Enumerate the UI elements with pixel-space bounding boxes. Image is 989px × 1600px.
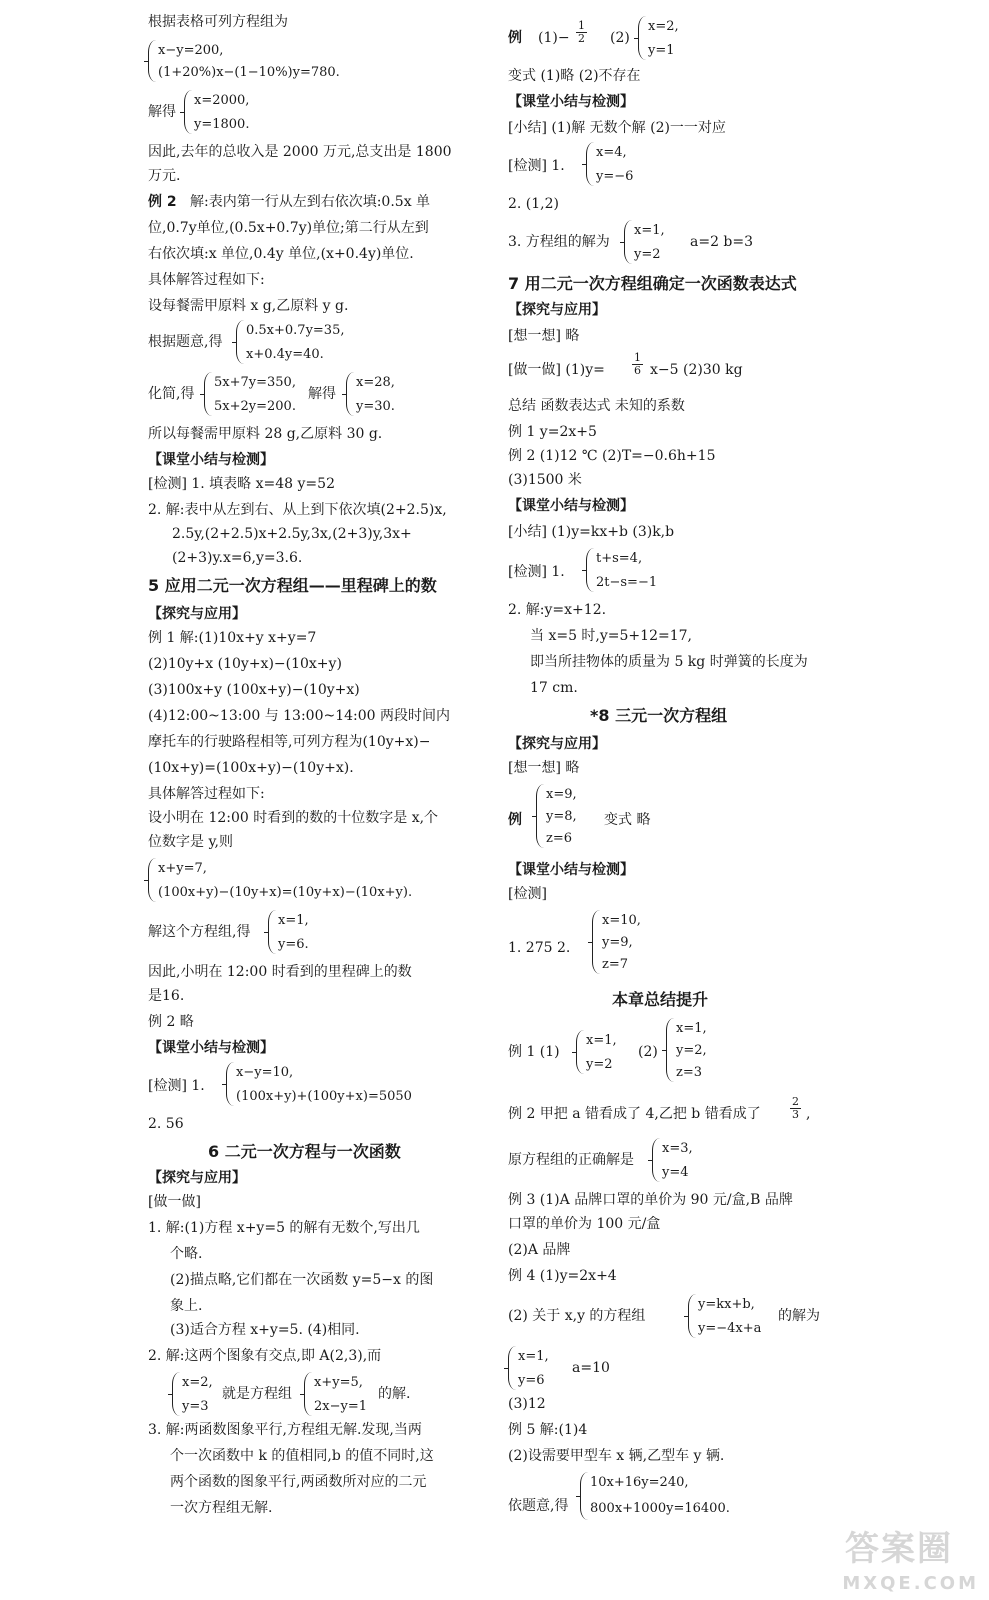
- text-line: a=10: [572, 1360, 610, 1376]
- text-line: [小结] (1)y=kx+b (3)k,b: [508, 524, 675, 540]
- text-line: 一次方程组无解.: [170, 1500, 273, 1516]
- text-line: 例 2 (1)12 ℃ (2)T=−0.6h+15: [508, 448, 716, 464]
- text-line: (3)1500 米: [508, 472, 582, 488]
- fraction: $\frac{1}{6}$: [634, 351, 641, 377]
- chapter-title: 本章总结提升: [612, 990, 709, 1009]
- text-line: (3)100x+y (100x+y)−(10y+x): [148, 682, 360, 698]
- text-line: [想一想] 略: [508, 760, 580, 776]
- text-line: 个略.: [170, 1246, 203, 1262]
- text-line: 1. 275 2.: [508, 940, 571, 956]
- example-label: 例: [508, 30, 522, 46]
- text-line: (2+3)y.x=6,y=3.6.: [172, 550, 303, 566]
- text-line: [检测] 1.: [148, 1078, 205, 1094]
- text-line: [做一做]: [148, 1194, 201, 1210]
- text-line: x−5 (2)30 kg: [650, 362, 743, 378]
- equation-system: 10x+16y=240, 800x+1000y=16400.: [580, 1472, 740, 1520]
- text-line: 变式 (1)略 (2)不存在: [508, 68, 641, 84]
- section-heading: 【探究与应用】: [148, 1170, 246, 1186]
- text-line: 例 4 (1)y=2x+4: [508, 1268, 617, 1284]
- section-heading: 【课堂小结与检测】: [148, 452, 274, 468]
- text-line: 因此,小明在 12:00 时看到的里程碑上的数: [148, 964, 412, 980]
- text-line: 当 x=5 时,y=5+12=17,: [530, 628, 692, 644]
- text-line: 例 5 解:(1)4: [508, 1422, 588, 1438]
- text-line: 的解为: [778, 1308, 820, 1324]
- text-line: 所以每餐需甲原料 28 g,乙原料 30 g.: [148, 426, 383, 442]
- text-line: 例 1 y=2x+5: [508, 424, 597, 440]
- text-line: a=2 b=3: [690, 234, 754, 250]
- text-line: 例 1 解:(1)10x+y x+y=7: [148, 630, 317, 646]
- example-label: 例 2: [148, 194, 177, 210]
- watermark-logo: 答案圈 MXQE.COM: [842, 1529, 979, 1594]
- equation-system: x=1, y=2: [624, 220, 684, 264]
- equation-system: 5x+7y=350, 5x+2y=200.: [204, 372, 334, 416]
- text-line: 两个函数的图象平行,两函数所对应的二元: [170, 1474, 427, 1490]
- equation-system: t+s=4, 2t−s=−1: [586, 548, 686, 592]
- text-line: 根据表格可列方程组为: [148, 14, 288, 30]
- text-line: 2. 解:表中从左到右、从上到下依次填(2+2.5)x,: [148, 502, 447, 518]
- text-line: 是16.: [148, 988, 185, 1004]
- text-line: 例 2 甲把 a 错看成了 4,乙把 b 错看成了: [508, 1106, 761, 1122]
- text-line: 3. 方程组的解为: [508, 234, 610, 250]
- text-line: (3)适合方程 x+y=5. (4)相同.: [170, 1322, 360, 1338]
- equation-system: x=1, y=2: [576, 1030, 636, 1074]
- text-line: [做一做] (1)y=: [508, 362, 605, 378]
- text-line: [检测] 1.: [508, 564, 565, 580]
- equation-system: x=2, y=1: [638, 16, 698, 60]
- text-line: 1. 解:(1)方程 x+y=5 的解有无数个,写出几: [148, 1220, 420, 1236]
- text-line: [检测] 1.: [508, 158, 565, 174]
- fraction: $\frac{2}{3}$: [792, 1095, 799, 1121]
- text-line: 例 3 (1)A 品牌口罩的单价为 90 元/盒,B 品牌: [508, 1192, 793, 1208]
- text-line: 2. 解:y=x+12.: [508, 602, 607, 618]
- text-line: 化简,得: [148, 386, 195, 402]
- equation-system: x=28, y=30.: [346, 372, 426, 416]
- equation-system: x=1, y=6: [508, 1346, 568, 1390]
- section-heading: 【课堂小结与检测】: [508, 862, 634, 878]
- text-line: (1)−: [538, 30, 570, 46]
- equation-system: x=9, y=8, z=6: [536, 784, 596, 848]
- text-line: 口罩的单价为 100 元/盒: [508, 1216, 661, 1232]
- text-line: [想一想] 略: [508, 328, 580, 344]
- text-line: 解这个方程组,得: [148, 924, 251, 940]
- text-line: 个一次函数中 k 的值相同,b 的值不同时,这: [170, 1448, 434, 1464]
- text-line: 根据题意,得: [148, 334, 223, 350]
- text-line: (2)描点略,它们都在一次函数 y=5−x 的图: [170, 1272, 434, 1288]
- text-line: 就是方程组: [222, 1386, 292, 1402]
- text-line: 17 cm.: [530, 680, 578, 696]
- section-heading: 【探究与应用】: [148, 606, 246, 622]
- equation-system: x=3, y=4: [652, 1138, 712, 1182]
- equation-system: y=kx+b, y=−4x+a: [688, 1294, 798, 1338]
- equation-system: x−y=200, (1+20%)x−(1−10%)y=780.: [148, 40, 448, 82]
- text-line: 例 1 (1): [508, 1044, 560, 1060]
- chapter-title: 5 应用二元一次方程组——里程碑上的数: [148, 576, 437, 595]
- text-line: (4)12:00~13:00 与 13:00~14:00 两段时间内: [148, 708, 451, 724]
- text-line: [检测] 1. 填表略 x=48 y=52: [148, 476, 335, 492]
- text-line: (10x+y)=(100x+y)−(10y+x).: [148, 760, 354, 776]
- equation-system: x=2000, y=1800.: [184, 90, 304, 134]
- text-line: 2.5y,(2+2.5)x+2.5y,3x,(2+3)y,3x+: [172, 526, 412, 542]
- section-heading: 【探究与应用】: [508, 736, 606, 752]
- text-line: 设小明在 12:00 时看到的数的十位数字是 x,个: [148, 810, 439, 826]
- text-line: 变式 略: [604, 812, 651, 828]
- chapter-title: 7 用二元一次方程组确定一次函数表达式: [508, 274, 797, 293]
- chapter-title: 6 二元一次方程与一次函数: [208, 1142, 401, 1161]
- text-line: 因此,去年的总收入是 2000 万元,总支出是 1800: [148, 144, 452, 160]
- text-line: 2. (1,2): [508, 196, 559, 212]
- text-line: 万元.: [148, 168, 181, 184]
- chapter-title: *8 三元一次方程组: [590, 706, 728, 725]
- text-line: 具体解答过程如下:: [148, 786, 265, 802]
- text-line: 依题意,得: [508, 1498, 569, 1514]
- text-line: 解得: [148, 104, 176, 120]
- section-heading: 【课堂小结与检测】: [508, 498, 634, 514]
- text-line: 的解.: [378, 1386, 411, 1402]
- text-line: 位数字是 y,则: [148, 834, 233, 850]
- text-line: 解得: [308, 386, 336, 402]
- equation-system: x=10, y=9, z=7: [592, 910, 662, 974]
- equation-system: x=1, y=6.: [268, 910, 348, 954]
- text-line: [小结] (1)解 无数个解 (2)一一对应: [508, 120, 726, 136]
- text-line: (3)12: [508, 1396, 546, 1412]
- equation-system: x+y=7, (100x+y)−(10y+x)=(10y+x)−(10x+y).: [148, 858, 478, 902]
- text-line: 2. 56: [148, 1116, 184, 1132]
- text-line: 即当所挂物体的质量为 5 kg 时弹簧的长度为: [530, 654, 808, 670]
- text-line: 3. 解:两函数图象平行,方程组无解.发现,当两: [148, 1422, 422, 1438]
- text-line: ,: [806, 1106, 811, 1122]
- text-line: 例 2 略: [148, 1014, 194, 1030]
- text-line: 摩托车的行驶路程相等,可列方程为(10y+x)−: [148, 734, 431, 750]
- example-label: 例: [508, 812, 522, 828]
- equation-system: x=1, y=2, z=3: [666, 1018, 726, 1082]
- text-line: (2)A 品牌: [508, 1242, 571, 1258]
- text-line: 2. 解:这两个图象有交点,即 A(2,3),而: [148, 1348, 382, 1364]
- equation-system: 0.5x+0.7y=35, x+0.4y=40.: [236, 320, 386, 364]
- text-line: 象上.: [170, 1298, 203, 1314]
- text-line: [检测]: [508, 886, 547, 902]
- text-line: (2)设需要甲型车 x 辆,乙型车 y 辆.: [508, 1448, 725, 1464]
- equation-system: x=4, y=−6: [586, 142, 656, 186]
- text-line: 原方程组的正确解是: [508, 1152, 634, 1168]
- text-line: 位,0.7y单位,(0.5x+0.7y)单位;第二行从左到: [148, 220, 429, 236]
- text-line: 具体解答过程如下:: [148, 272, 265, 288]
- text-line: (2)10y+x (10y+x)−(10x+y): [148, 656, 342, 672]
- text-line: 解:表内第一行从左到右依次填:0.5x 单: [190, 194, 431, 210]
- text-line: (2) 关于 x,y 的方程组: [508, 1308, 646, 1324]
- equation-system: x+y=5, 2x−y=1: [304, 1372, 384, 1416]
- section-heading: 【课堂小结与检测】: [508, 94, 634, 110]
- section-heading: 【课堂小结与检测】: [148, 1040, 274, 1056]
- equation-system: x−y=10, (100x+y)+(100y+x)=5050: [226, 1062, 476, 1106]
- text-line: (2): [610, 30, 630, 46]
- equation-system: x=2, y=3: [172, 1372, 232, 1416]
- text-line: 设每餐需甲原料 x g,乙原料 y g.: [148, 298, 349, 314]
- fraction: $\frac{1}{2}$: [578, 19, 585, 45]
- section-heading: 【探究与应用】: [508, 302, 606, 318]
- text-line: 右依次填:x 单位,0.4y 单位,(x+0.4y)单位.: [148, 246, 414, 262]
- text-line: 总结 函数表达式 未知的系数: [508, 398, 685, 414]
- text-line: (2): [638, 1044, 658, 1060]
